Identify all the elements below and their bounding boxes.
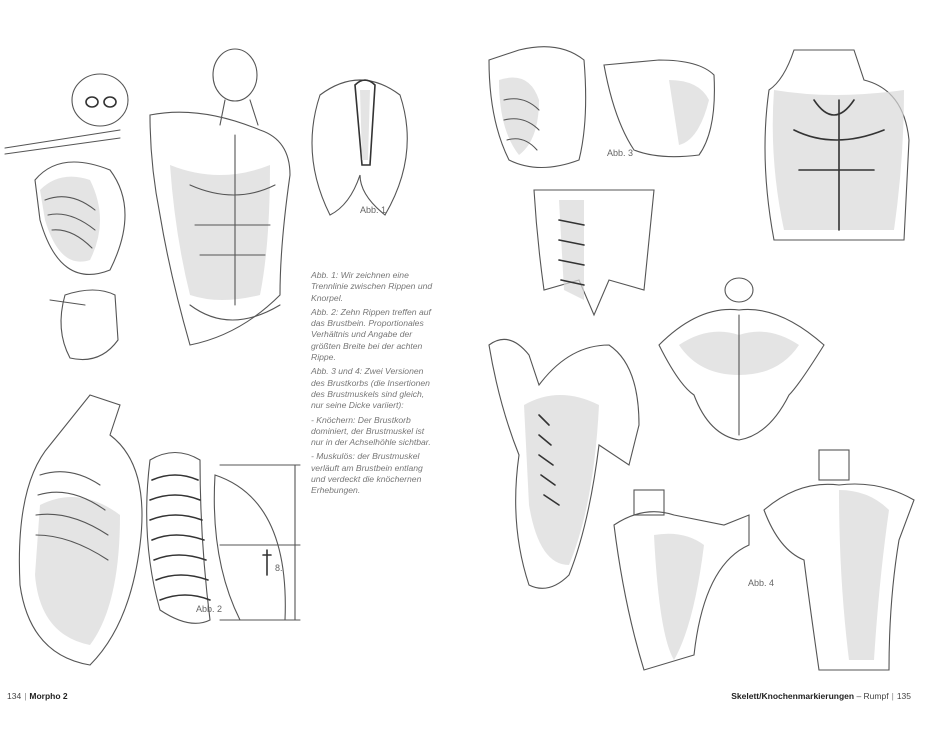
abb4-label: Abb. 4 — [748, 578, 775, 588]
abb3-label: Abb. 3 — [607, 148, 634, 158]
right-footer: Skelett/Knochenmarkierungen – Rumpf | 135 — [731, 691, 911, 701]
caption-muscular: - Muskulös: der Brustmuskel verläuft am Brustbein entlang und verdeckt die knöchernen Erhebungen. — [311, 451, 423, 496]
book-title: Morpho 2 — [29, 691, 68, 701]
caption-bony: - Knöchern: Der Brustkorb dominiert, der Brustmuskel ist nur in der Achselhöhle sichtbar. — [311, 414, 431, 448]
shoulder-fragment-sketch — [40, 280, 130, 370]
ribcage-side-sketch — [10, 385, 150, 675]
abb1-label: Abb. 1 — [360, 205, 387, 215]
abb4-torso-front-sketch — [759, 440, 919, 675]
section-title: Rumpf — [863, 691, 889, 701]
caption-abb1: Abb. 1: Wir zeichnen eine Trennlinie zwischen Rippen und Knorpel. — [311, 270, 433, 303]
skeleton-shoulder-sketch — [0, 70, 160, 280]
abb4-torso-back-sketch — [604, 485, 754, 675]
muscular-torso-front-sketch — [649, 275, 829, 445]
abb2-ribcage-sketch — [130, 440, 310, 650]
abb1-sternum-sketch — [300, 55, 420, 230]
chapter-title: Skelett/Knochenmarkierungen — [731, 691, 855, 701]
abb2-label: Abb. 2 — [196, 604, 223, 614]
figure-caption — [311, 270, 433, 500]
ribcage-front-bony-sketch — [479, 40, 599, 175]
shaded-torso-sketch — [754, 40, 914, 250]
footer-dash: – — [856, 691, 862, 701]
left-footer: 134 | Morpho 2 — [7, 691, 68, 701]
ribcage-back-sketch — [529, 180, 659, 325]
right-page — [464, 0, 928, 742]
caption-abb2: Abb. 2: Zehn Rippen treffen auf das Brustbein. Proportionales Verhältnis und Angabe der größten Breite bei der achten Rippe. — [311, 306, 431, 363]
torso-statue-sketch — [140, 45, 310, 375]
rib-marker-label: 8. — [275, 563, 283, 573]
page-number-left: 134 — [7, 691, 22, 701]
page-number-right: 135 — [896, 691, 911, 701]
caption-abb3-4: Abb. 3 und 4: Zwei Versionen des Brustkorbs (die Insertionen des Brustmuskels sind gleich, nur seine Dicke variiert): — [311, 366, 430, 411]
